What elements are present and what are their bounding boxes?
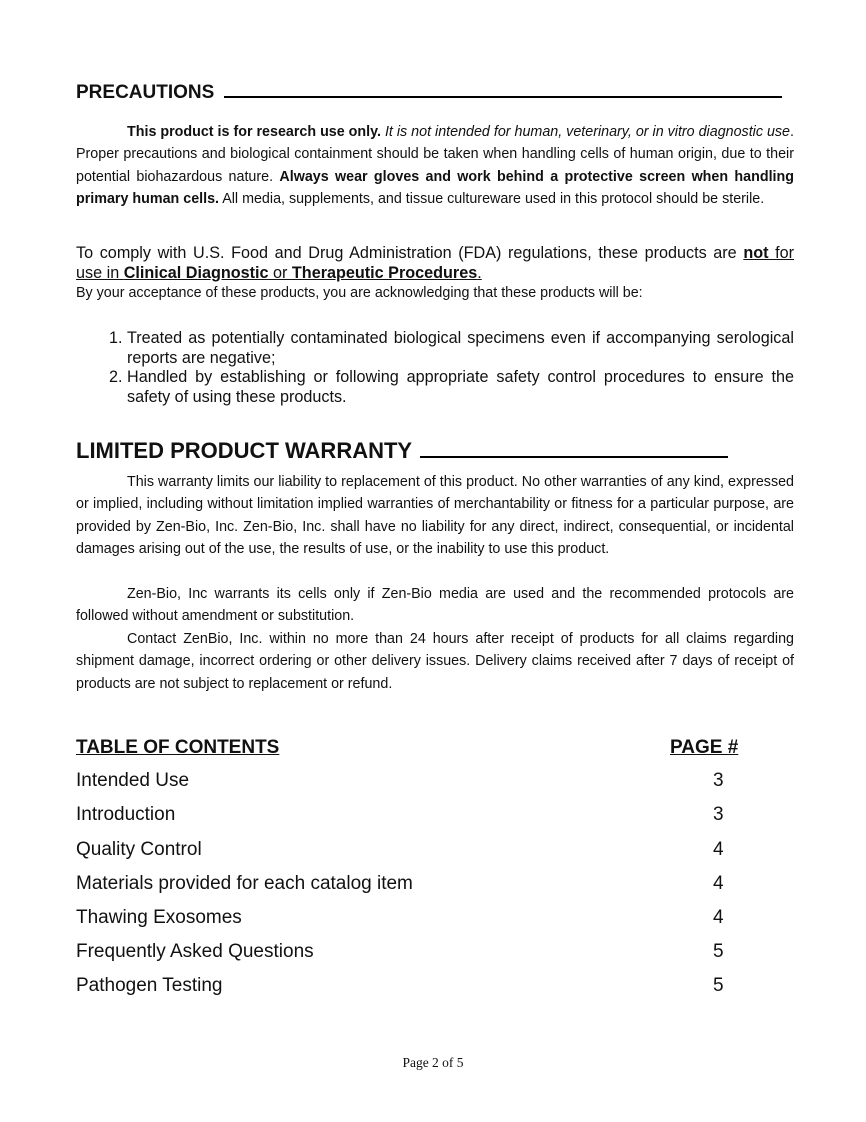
fda-clinical-diagnostic: Clinical Diagnostic [123,263,269,282]
fda-period: . [477,263,482,282]
toc-entry-page: 4 [713,907,724,928]
page-number-footer: Page 2 of 5 [402,1055,464,1070]
fda-not: not [743,244,769,262]
fda-therapeutic-procedures: Therapeutic Procedures [291,263,478,282]
sterile-notice: All media, supplements, and tissue cultureware used in this protocol should be sterile. [219,190,765,207]
toc-row [76,975,726,997]
fda-compliance-paragraph [76,244,794,283]
toc-entry-page: 5 [713,941,724,962]
precautions-text: . Proper precautions and biological containment should be taken when handling cells of human origin, due to their potential biohazardous nature. [76,124,794,185]
toc-entry-page: 3 [713,804,724,825]
warranty-paragraph-3: Contact ZenBio, Inc. within no more than 24 hours after receipt of products for all claims regarding shipment damage, incorrect ordering or other delivery issues. Delivery claims received after 7 days of receipt of products are not subject to replacement or refund. [76,631,794,692]
precautions-heading [76,82,782,104]
toc-entry-page: 5 [713,975,724,996]
toc-row [76,770,726,792]
toc-row [76,804,726,826]
fda-for-use: for use in [76,244,794,282]
list-item: 2. Handled by establishing or following appropriate safety control procedures to ensure the safety of using these products. [127,368,794,407]
toc-row [76,873,726,895]
toc-row [76,907,726,929]
list-item: 1. Treated as potentially contaminated biological specimens even if accompanying serological reports are negative; [127,329,794,368]
toc-entry-label: Materials provided for each catalog item [76,873,413,894]
acknowledgement-list [76,329,794,408]
warranty-paragraph-2: Zen-Bio, Inc warrants its cells only if Zen-Bio media are used and the recommended protocols are followed without amendment or substitution. [76,586,794,625]
warranty-paragraph-1: This warranty limits our liability to replacement of this product. No other warranties of any kind, expressed or implied, including without limitation implied warranties of merchantability or fitness for a particular purpose, are provided by Zen-Bio, Inc. Zen-Bio, Inc. shall have no liability for any direct, indirect, consequential, or incidental damages arising out of the use, the results of use, or the inability to use this product. [76,474,794,557]
precautions-heading-text: PRECAUTIONS [76,82,215,103]
toc-title: TABLE OF CONTENTS [76,737,280,758]
toc-entry-label: Thawing Exosomes [76,907,242,928]
heading-rule [224,96,782,98]
toc-entry-label: Intended Use [76,770,190,791]
toc-entry-label: Frequently Asked Questions [76,941,314,962]
toc-entry-page: 4 [713,873,724,894]
warranty-heading [76,438,728,464]
gloves-warning: Always wear gloves and work behind a protective screen when handling primary human cells. [76,168,794,207]
precautions-paragraph [76,121,794,210]
heading-rule [420,456,728,458]
toc-entry-label: Introduction [76,804,176,825]
toc-row [76,839,726,861]
acceptance-paragraph: By your acceptance of these products, you are acknowledging that these products will be: [76,285,643,301]
not-intended-notice: It is not intended for human, veterinary, or in vitro diagnostic use [380,124,791,140]
toc-row [76,941,726,963]
fda-text: To comply with U.S. Food and Drug Administration (FDA) regulations, these products are [76,244,744,262]
warranty-heading-text: LIMITED PRODUCT WARRANTY [76,438,413,463]
toc-entry-page: 4 [713,839,724,860]
fda-or: or [268,263,292,282]
toc-entry-label: Quality Control [76,839,202,860]
toc-entry-page: 3 [713,770,724,791]
research-use-notice: This product is for research use only. [127,124,381,140]
toc-page-header: PAGE # [670,737,739,758]
toc-entry-label: Pathogen Testing [76,975,223,996]
